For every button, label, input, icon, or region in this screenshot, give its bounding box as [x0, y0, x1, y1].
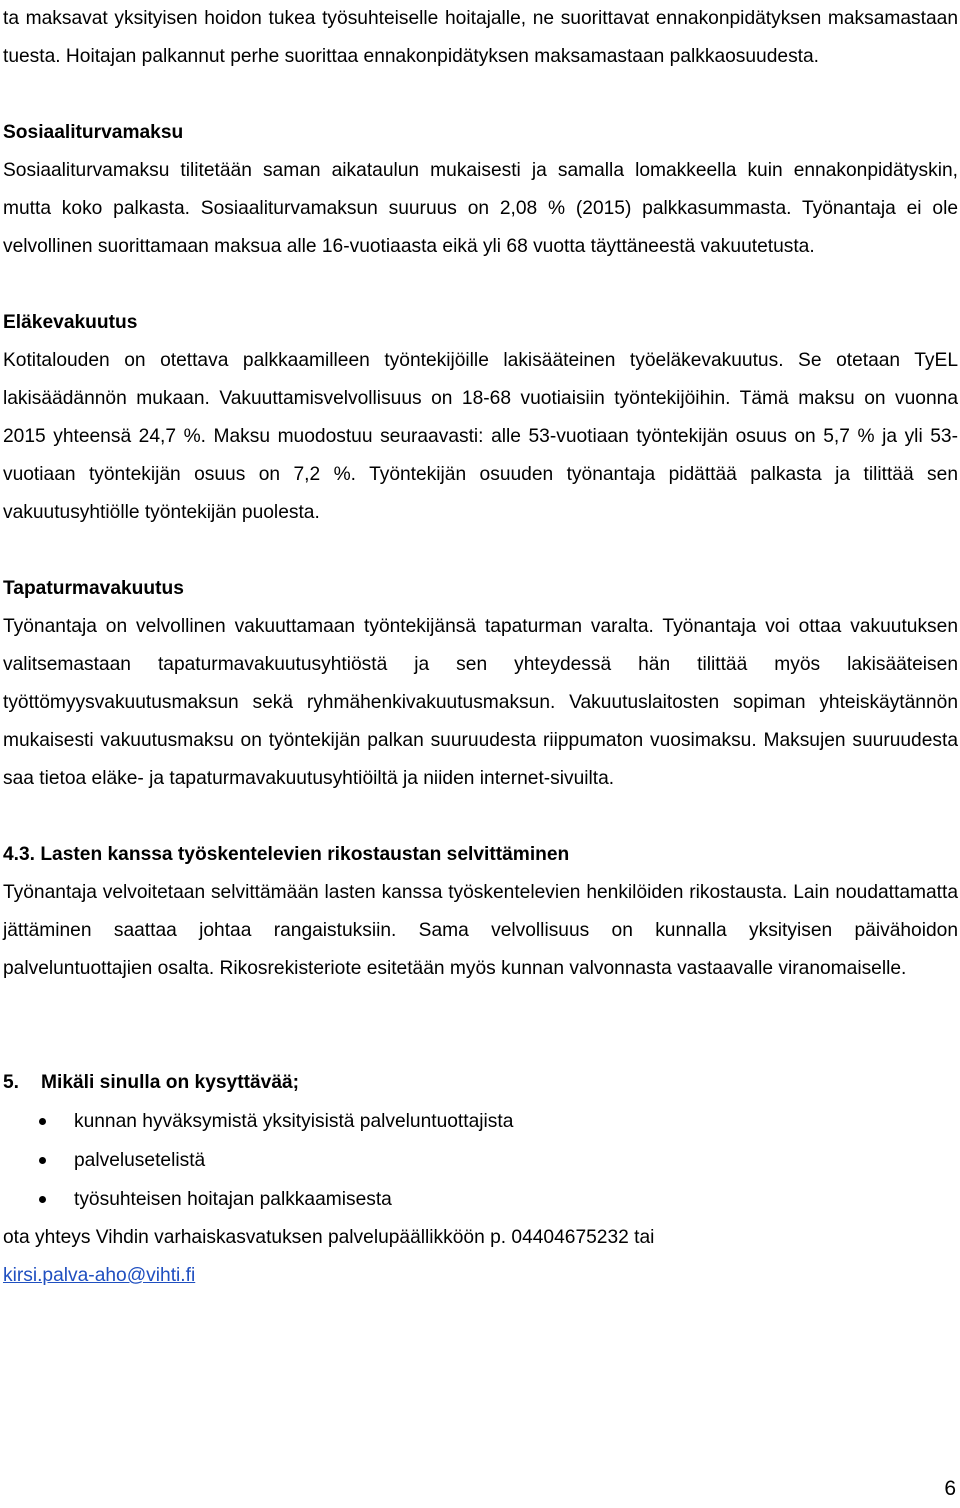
spacer — [3, 988, 958, 1064]
list-item-text: työsuhteisen hoitajan palkkaamisesta — [74, 1189, 392, 1210]
spacer — [3, 266, 958, 304]
intro-paragraph: ta maksavat yksityisen hoidon tukea työsuhteiselle hoitajalle, ne suorittavat ennakonpidätyksen maksamastaan tuesta. Hoitajan palkannut perhe suorittaa ennakonpidätyksen maksamastaan palkkaosuudesta. — [3, 8, 958, 67]
contact-text: ota yhteys Vihdin varhaiskasvatuksen palvelupäällikköön p. 04404675232 tai — [3, 1227, 655, 1248]
section-number: 5. — [3, 1072, 20, 1093]
section-title: Mikäli sinulla on kysyttävää; — [41, 1072, 300, 1093]
paragraph-tapaturmavakuutus: Työnantaja on velvollinen vakuuttamaan työntekijänsä tapaturman varalta. Työnantaja voi ottaa vakuutuksen valitsemastaan tapaturmavakuutusyhtiöstä ja sen yhteydessä hän tilittää myös lakisääteisen työttömyysvakuutusmaksun sekä ryhmähenkivakuutusmaksun. Vakuutuslaitosten sopiman yhteiskäytännön mukaisesti vakuutusmaksu on työntekijän palkan suuruudesta riippumaton vuosimaksu. Maksujen suuruudesta saa tietoa eläke- ja tapaturmavakuutusyhtiöiltä ja niiden internet-sivuilta. — [3, 616, 958, 789]
bullet-icon — [39, 1118, 46, 1125]
bullet-icon — [39, 1196, 46, 1203]
list-item-text: palvelusetelistä — [74, 1150, 206, 1171]
heading-sosiaaliturvamaksu: Sosiaaliturvamaksu — [3, 122, 184, 143]
paragraph-sosiaaliturvamaksu: Sosiaaliturvamaksu tilitetään saman aikataulun mukaisesti ja samalla lomakkeella kuin ennakonpidätyskin, mutta koko palkasta. Sosiaaliturvamaksun suuruus on 2,08 % (2015) palkkasummasta. Työnantaja ei ole velvollinen suorittamaan maksua alle 16-vuotiaasta eikä yli 68 vuotta täyttäneestä vakuutetusta. — [3, 160, 958, 257]
paragraph-rikostausta: Työnantaja velvoitetaan selvittämään lasten kanssa työskentelevien henkilöiden rikostausta. Lain noudattamatta jättäminen saattaa johtaa rangaistuksiin. Sama velvollisuus on kunnalla yksityisen päivähoidon palveluntuottajien osalta. Rikosrekisteriote esitetään myös kunnan valvonnasta vastaavalle viranomaiselle. — [3, 882, 958, 979]
list-item — [3, 1180, 958, 1219]
heading-section-5 — [3, 1064, 958, 1102]
list-item-text: kunnan hyväksymistä yksityisistä palveluntuottajista — [74, 1111, 514, 1132]
bullet-icon — [39, 1157, 46, 1164]
spacer — [3, 798, 958, 836]
paragraph-elakevakuutus: Kotitalouden on otettava palkkaamilleen työntekijöille lakisääteinen työeläkevakuutus. Se otetaan TyEL lakisäädännön mukaan. Vakuuttamisvelvollisuus on 18-68 vuotiaisiin työntekijöihin. Tämä maksu on vuonna 2015 yhteensä 24,7 %. Maksu muodostuu seuraavasti: alle 53-vuotiaan työntekijän osuus on 5,7 % ja yli 53-vuotiaan työntekijän osuus on 7,2 %. Työntekijän osuuden työnantaja pidättää palkasta ja tilittää sen vakuutusyhtiölle työntekijän puolesta. — [3, 350, 958, 523]
spacer — [3, 532, 958, 570]
list-item — [3, 1102, 958, 1141]
email-link[interactable]: kirsi.palva-aho@vihti.fi — [3, 1265, 196, 1286]
document-page — [3, 0, 958, 1295]
page-number: 6 — [944, 1477, 956, 1500]
heading-tapaturmavakuutus: Tapaturmavakuutus — [3, 578, 184, 599]
heading-rikostausta: 4.3. Lasten kanssa työskentelevien rikostaustan selvittäminen — [3, 844, 570, 865]
contact-topics-list — [3, 1102, 958, 1219]
list-item — [3, 1141, 958, 1180]
spacer — [3, 76, 958, 114]
heading-elakevakuutus: Eläkevakuutus — [3, 312, 138, 333]
